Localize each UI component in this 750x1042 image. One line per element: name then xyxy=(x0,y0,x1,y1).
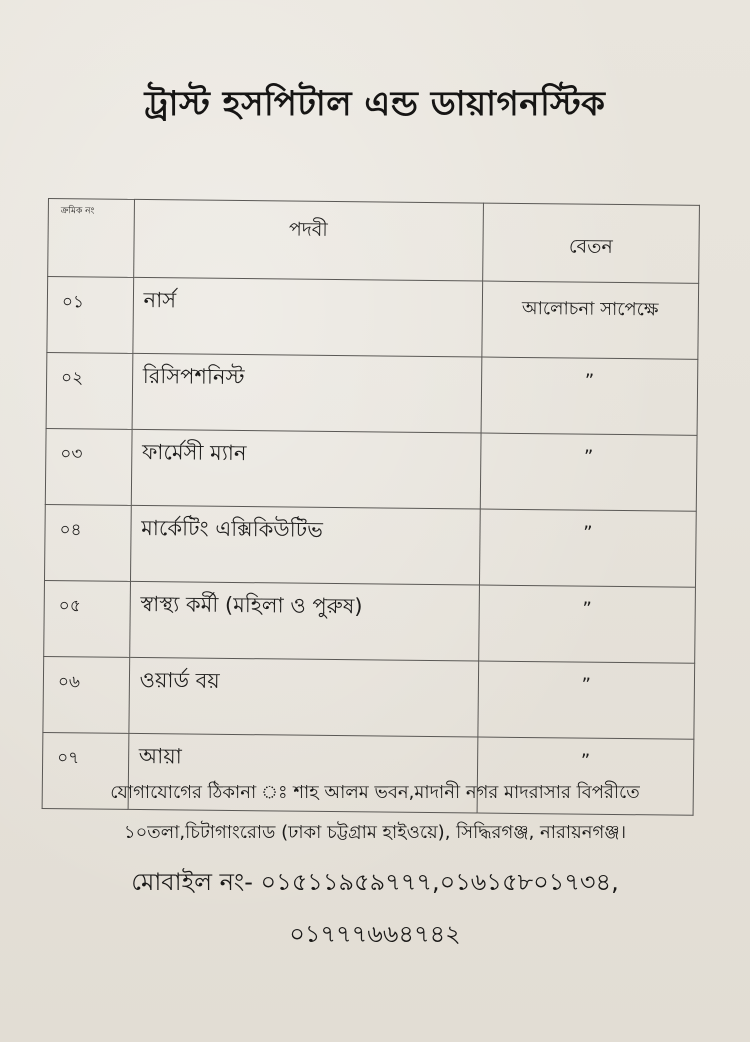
page-title: ট্রাস্ট হসপিটাল এন্ড ডায়াগনস্টিক xyxy=(144,84,606,124)
row-salary: ” xyxy=(480,433,697,511)
header-serial: ক্রমিক নং xyxy=(48,199,134,278)
row-serial: ০৫ xyxy=(44,580,130,657)
contact-mobile-line1: মোবাইল নং- ০১৫১১৯৫৯৭৭৭,০১৬১৫৮০১৭৩৪, xyxy=(131,868,619,896)
row-post: স্বাস্থ্য কর্মী (মহিলা ও পুরুষ) xyxy=(129,581,479,661)
row-serial: ০৩ xyxy=(45,428,131,505)
header-salary: বেতন xyxy=(482,203,699,283)
table-row xyxy=(45,428,697,511)
table-row xyxy=(44,580,696,663)
row-serial: ০৪ xyxy=(44,504,130,581)
contact-address-line1: যোগাযোগের ঠিকানা ঃ শাহ আলম ভবন,মাদানী নগর মাদরাসার বিপরীতে xyxy=(110,782,640,803)
row-post: নার্স xyxy=(133,277,483,357)
row-post: মার্কেটিং এক্সিকিউটিভ xyxy=(130,505,480,585)
row-serial: ০৭ xyxy=(42,732,128,809)
row-post: ফার্মেসী ম্যান xyxy=(131,429,481,509)
row-post: ওয়ার্ড বয় xyxy=(129,657,479,737)
table-row xyxy=(46,352,698,435)
vacancy-table-wrapper xyxy=(42,198,708,816)
row-salary: ” xyxy=(481,357,698,435)
contact-mobile-line2: ০১৭৭৭৬৬৪৭৪২ xyxy=(289,920,461,948)
header-post: পদবী xyxy=(133,199,483,281)
contact-address-line2: ১০তলা,চিটাগাংরোড (ঢাকা চট্টগ্রাম হাইওয়ে), সিদ্ধিরগঞ্জ, নারায়নগঞ্জ। xyxy=(123,822,627,843)
row-salary: ” xyxy=(478,661,695,739)
row-salary: ” xyxy=(479,509,696,587)
vacancy-table xyxy=(42,198,700,816)
table-header-row xyxy=(48,199,700,284)
row-salary: ” xyxy=(478,585,695,663)
row-salary: আলোচনা সাপেক্ষে xyxy=(482,281,699,359)
table-row xyxy=(47,277,699,360)
table-row xyxy=(44,504,696,587)
row-serial: ০৬ xyxy=(43,656,129,733)
row-serial: ০১ xyxy=(47,277,133,354)
row-serial: ০২ xyxy=(46,352,132,429)
row-post: রিসিপশনিস্ট xyxy=(132,353,482,433)
table-row xyxy=(43,656,695,739)
row-post: আয়া xyxy=(128,733,478,813)
row-salary: ” xyxy=(477,737,694,815)
